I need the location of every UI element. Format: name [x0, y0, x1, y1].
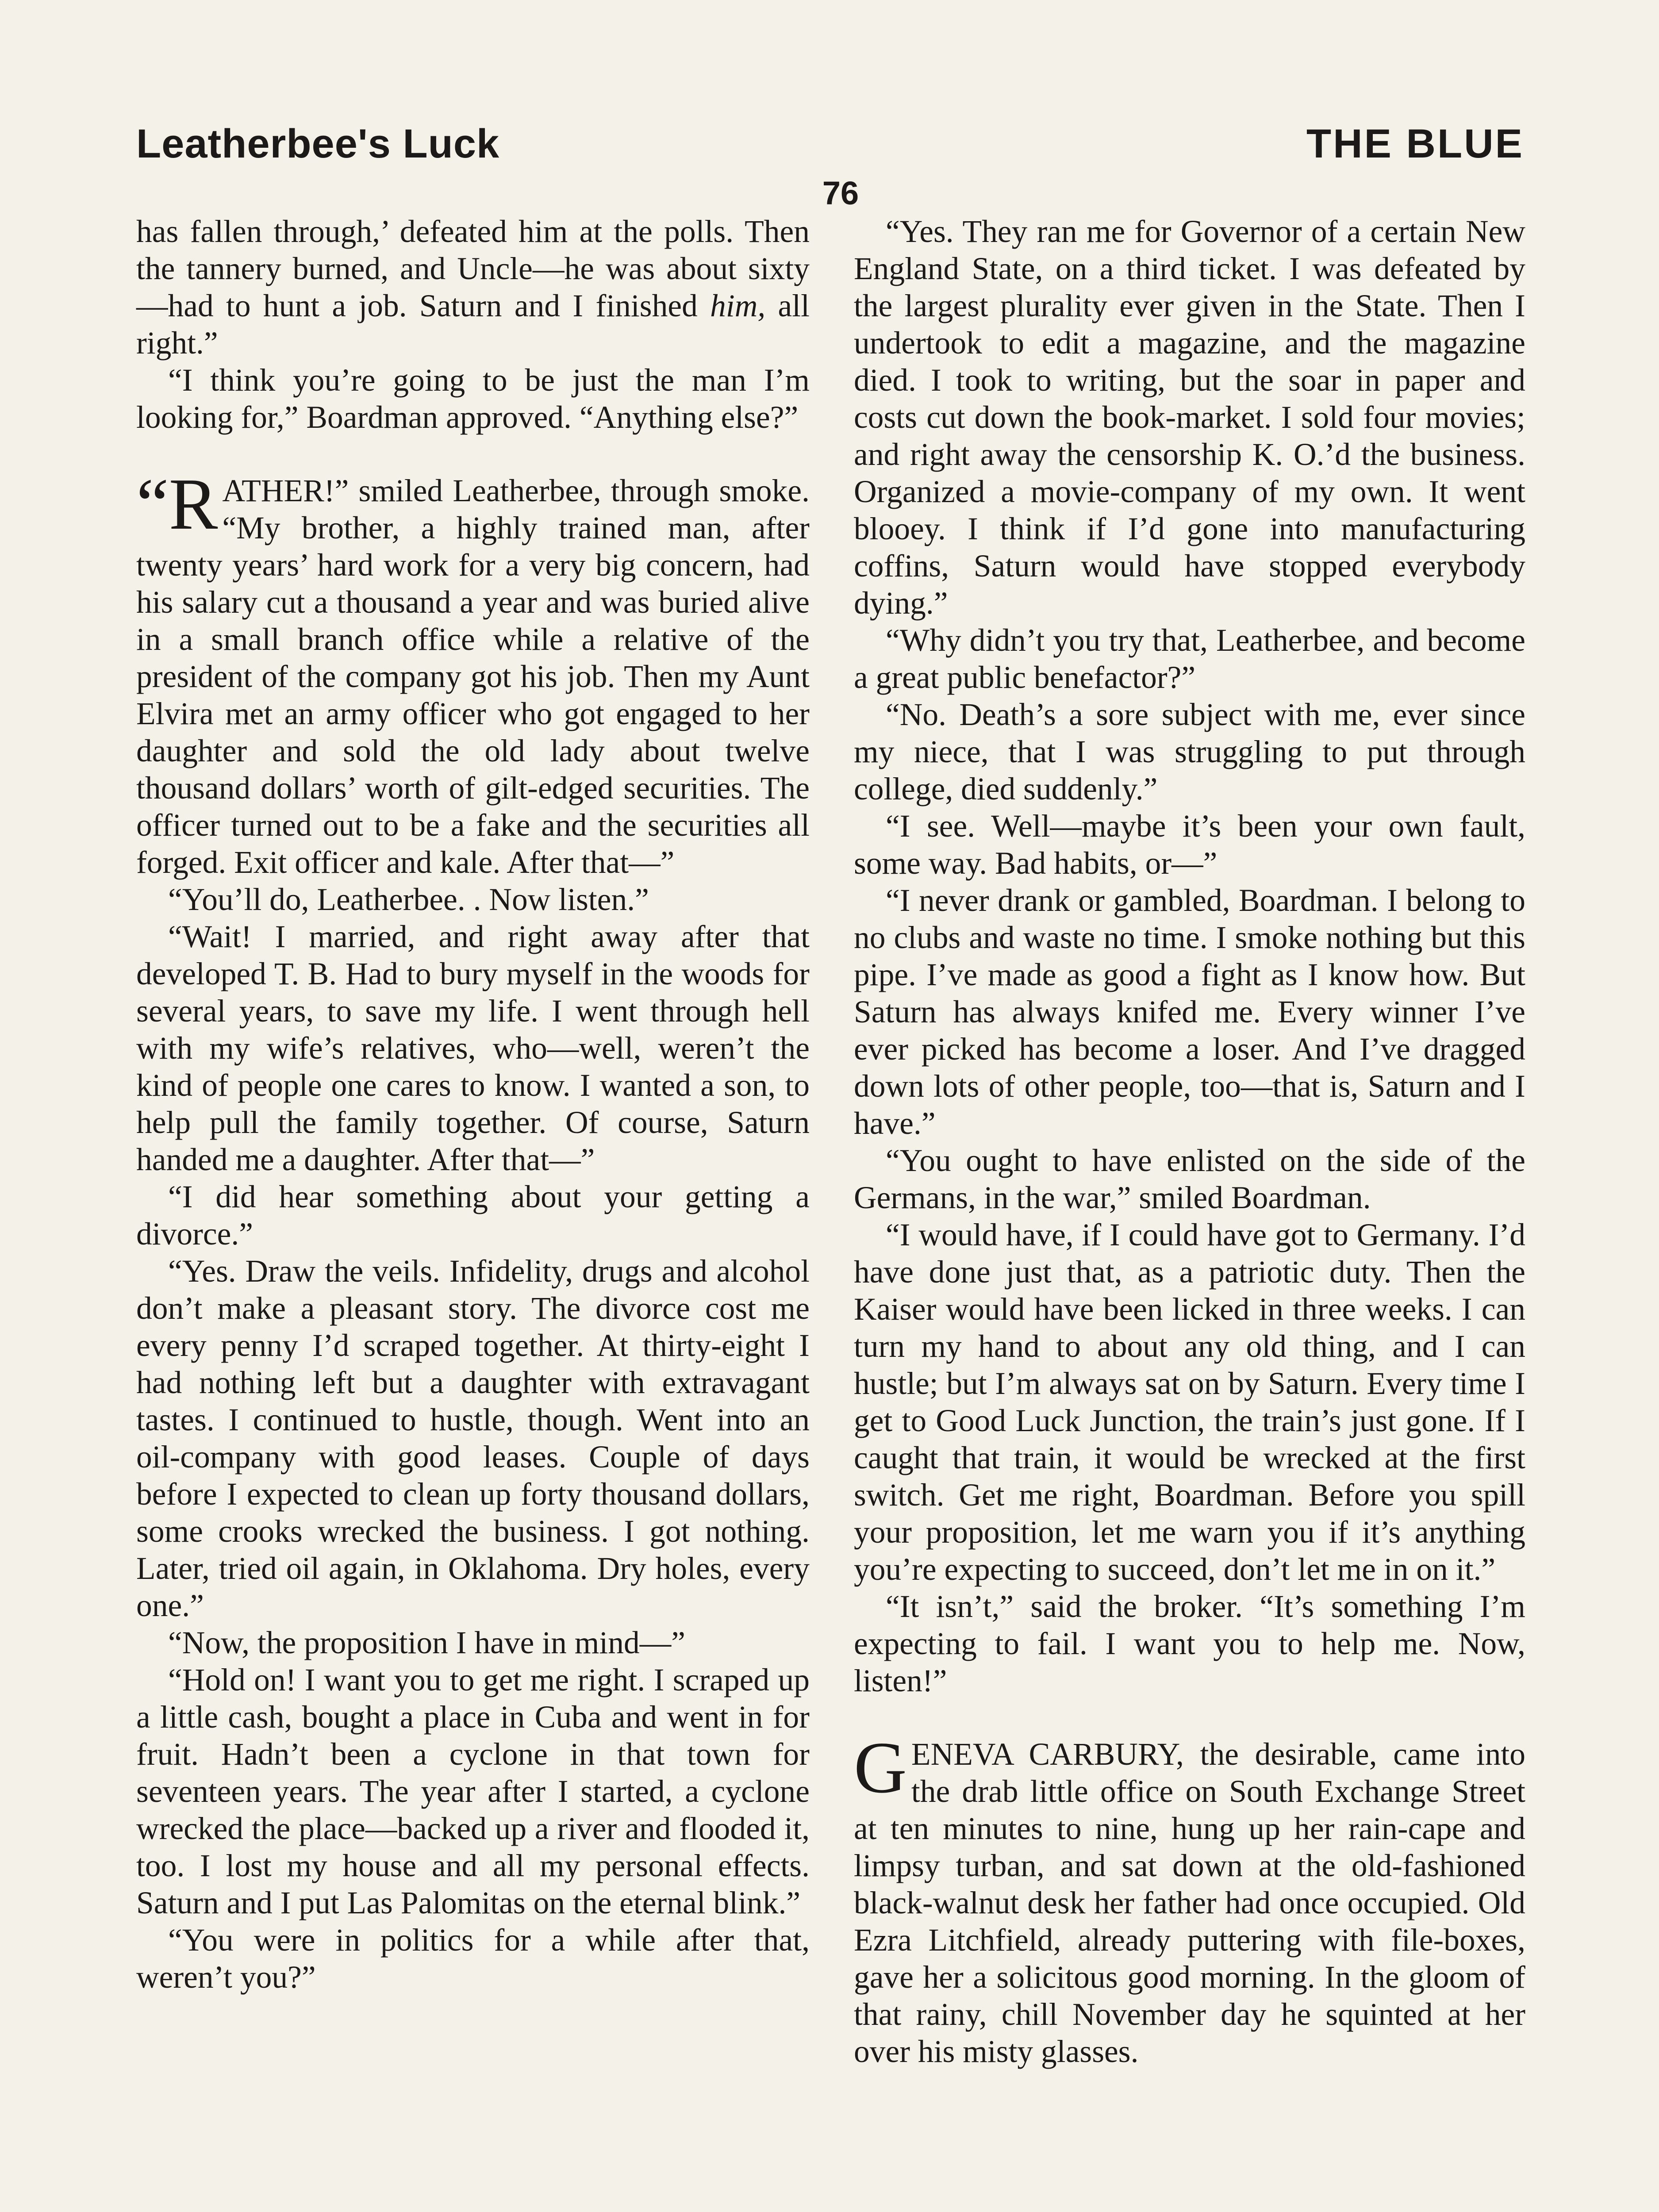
magazine-title: THE BLUE: [1306, 121, 1524, 166]
paragraph: “Yes. They ran me for Governor of a certain New England State, on a third ticket. I was defeated by the largest plurality ever given in the State. Then I undertook to edit a magazine, and the magazine died. I took to writing, but the soar in paper and costs cut down the book-market. I sold four movies; and right away the censorship K. O.’d the business. Organized a movie-company of my own. It went blooey. I think if I’d gone into manufacturing coffins, Saturn would have stopped everybody dying.”: [854, 214, 1525, 621]
drop-cap: G: [854, 1727, 907, 1808]
paragraph: “You were in politics for a while after that, weren’t you?”: [136, 1923, 810, 1995]
paragraph: “Wait! I married, and right away after that developed T. B. Had to bury myself in the woods for several years, to save my life. I went through hell with my wife’s relatives, who—well, weren’t the kind of people one cares to know. I wanted a son, to help pull the family together. Of course, Saturn handed me a daughter. After that—”: [136, 919, 810, 1177]
paragraph: “I see. Well—maybe it’s been your own fault, some way. Bad habits, or—”: [854, 809, 1525, 881]
paragraph: “You’ll do, Leatherbee. . Now listen.”: [168, 882, 649, 917]
right-column: [854, 213, 1525, 2212]
paragraph: “Now, the proposition I have in mind—”: [168, 1625, 685, 1660]
left-column: [136, 213, 810, 1996]
paragraph: “You ought to have enlisted on the side of the Germans, in the war,” smiled Boardman.: [854, 1143, 1525, 1215]
paragraph: “No. Death’s a sore subject with me, ever since my niece, that I was struggling to put through college, died suddenly.”: [854, 697, 1525, 806]
paragraph: “Hold on! I want you to get me right. I scraped up a little cash, bought a place in Cuba and went in for fruit. Hadn’t been a cyclone in that town for seventeen years. The year after I started, a cyclone wrecked the place—backed up a river and flooded it, too. I lost my house and all my personal effects. Saturn and I put Las Palomitas on the eternal blink.”: [136, 1663, 810, 1920]
paragraph: “I would have, if I could have got to Germany. I’d have done just that, as a patriotic duty. Then the Kaiser would have been licked in three weeks. I can turn my hand to about any old thing, and I can hustle; but I’m always sat on by Saturn. Every time I get to Good Luck Junction, the train’s just gone. If I caught that train, it would be wrecked at the first switch. Get me right, Boardman. Before you spill your proposition, let me warn you if it’s anything you’re expecting to succeed, don’t let me in on it.”: [854, 1217, 1525, 1587]
page-number: 76: [822, 175, 859, 211]
paragraph: “I did hear something about your getting a divorce.”: [136, 1179, 810, 1252]
section-opening-paragraph: “R ATHER!” smiled Leatherbee, through smoke. “My brother, a highly trained man, after twenty years’ hard work for a very big concern, had his salary cut a thousand a year and was buried alive in a small branch office while a relative of the president of the company got his job. Then my Aunt Elvira met an army officer who got engaged to her daughter and sold the old lady about twelve thousand dollars’ worth of gilt-edged securities. The officer turned out to be a fake and the securities all forged. Exit officer and kale. After that—”: [136, 463, 810, 880]
paragraph: “Why didn’t you try that, Leatherbee, and become a great public benefactor?”: [854, 623, 1525, 695]
drop-cap: “R: [136, 463, 218, 545]
paragraph: “I think you’re going to be just the man I’m looking for,” Boardman approved. “Anything else?”: [136, 363, 810, 435]
paragraph: “It isn’t,” said the broker. “It’s something I’m expecting to fail. I want you to help me. Now, listen!”: [854, 1589, 1525, 1698]
paragraph: “I never drank or gambled, Boardman. I belong to no clubs and waste no time. I smoke nothing but this pipe. I’ve made as good a fight as I know how. But Saturn has always knifed me. Every winner I’ve ever picked has become a loser. And I’ve dragged down lots of other people, too—that is, Saturn and I have.”: [854, 883, 1525, 1141]
paragraph: “Yes. Draw the veils. Infidelity, drugs and alcohol don’t make a pleasant story. The divorce cost me every penny I’d scraped together. At thirty-eight I had nothing left but a daughter with extravagant tastes. I continued to hustle, though. Went into an oil-company with good leases. Couple of days before I expected to clean up forty thousand dollars, some crooks wrecked the business. I got nothing. Later, tried oil again, in Oklahoma. Dry holes, every one.”: [136, 1254, 810, 1623]
section-opening-paragraph: GENEVA CARBURY, the desirable, came into the drab little office on South Exchange Street at ten minutes to nine, hung up her rain-cape and limpsy turban, and sat down at the old-fashioned black-walnut desk her father had once occupied. Old Ezra Litchfield, already puttering with file-boxes, gave her a solicitous good morning. In the gloom of that rainy, chill November day he squinted at her over his misty glasses.: [854, 1727, 1525, 2069]
paragraph: has fallen through,’ defeated him at the polls. Then the tannery burned, and Uncle—he was about sixty—had to hunt a job. Saturn and I finished him, all right.”: [136, 214, 810, 361]
story-title: Leatherbee's Luck: [136, 121, 500, 166]
